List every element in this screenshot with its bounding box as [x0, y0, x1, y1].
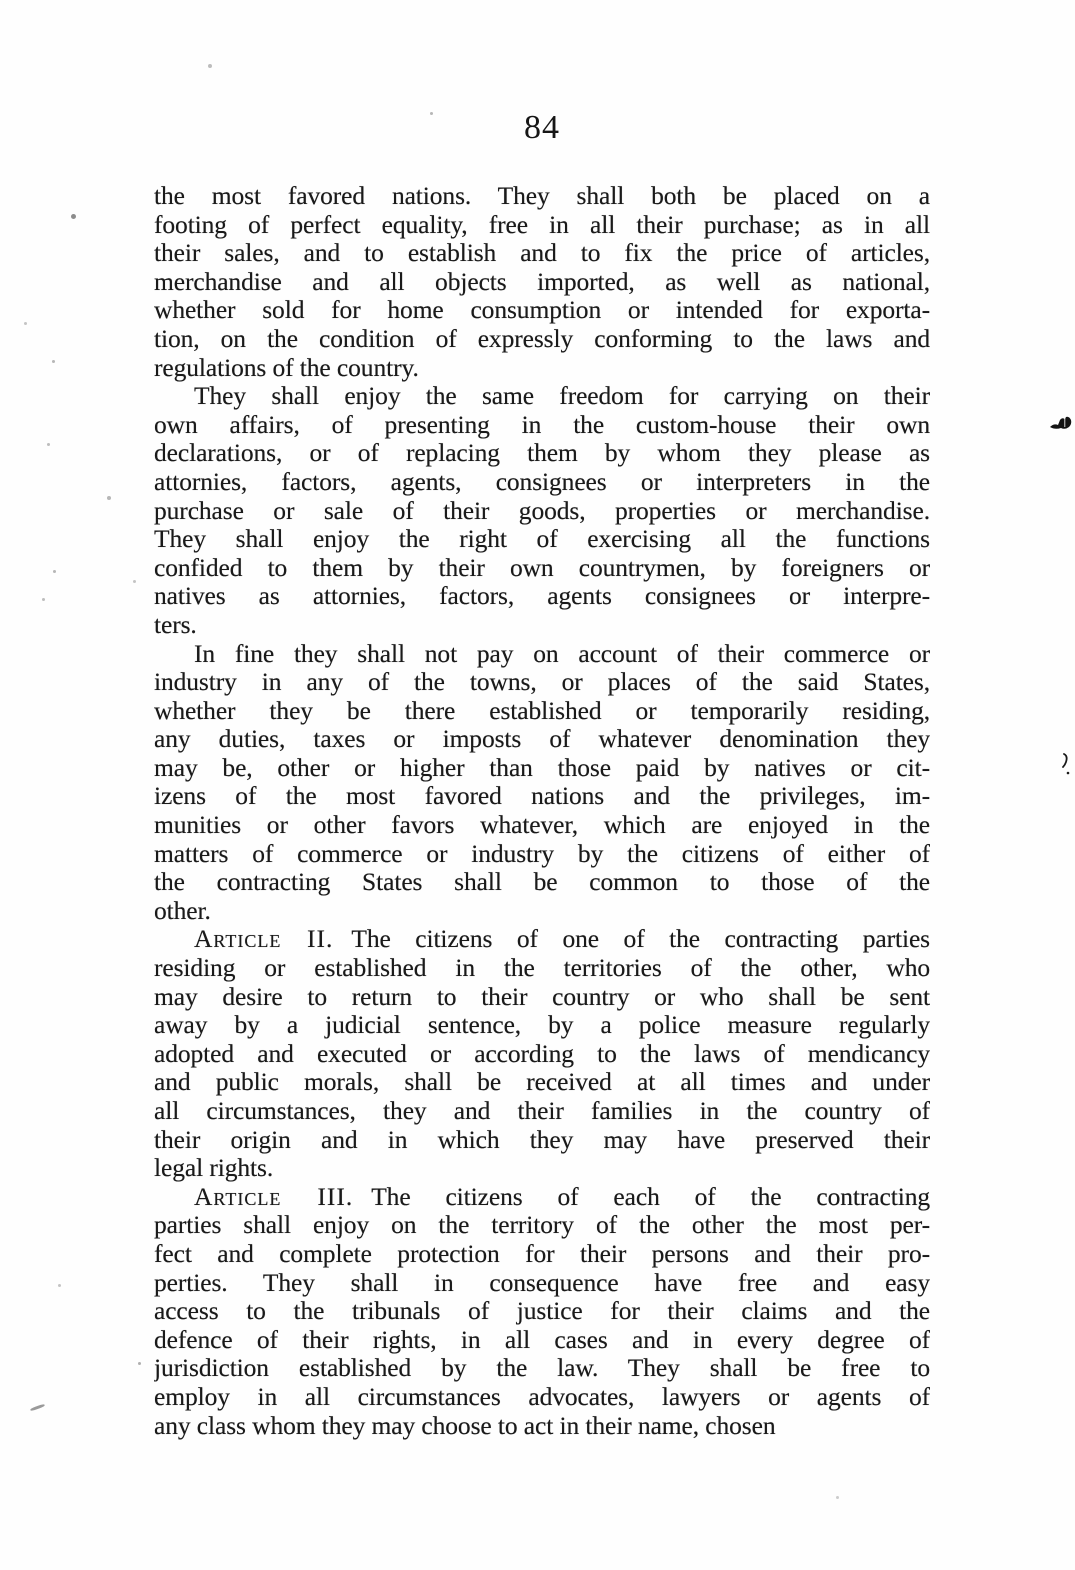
scan-speck	[24, 322, 27, 325]
scan-speck	[47, 443, 50, 446]
ink-blot-mark	[1049, 415, 1073, 438]
scan-speck	[42, 598, 45, 601]
scan-speck	[138, 1362, 141, 1365]
text-line: other.	[154, 896, 211, 925]
text-line: away by a judicial sentence, by a police measure regularly	[154, 1011, 930, 1040]
text-line: purchase or sale of their goods, properties or merchandise.	[154, 496, 930, 525]
scan-speck	[30, 1404, 45, 1412]
text-line: They shall enjoy the right of exercising all the functions	[154, 525, 930, 554]
text-line: any duties, taxes or imposts of whatever denomination they	[154, 725, 930, 754]
text-line: whether they be there established or temporarily residing,	[154, 696, 930, 725]
text-line: the contracting States shall be common to those of the	[154, 868, 930, 897]
text-line: their origin and in which they may have preserved their	[154, 1125, 930, 1154]
text-line: declarations, or of replacing them by whom they please as	[154, 439, 930, 468]
text-line: natives as attornies, factors, agents consignees or interpre-	[154, 582, 930, 611]
text-line: tion, on the condition of expressly conforming to the laws and	[154, 324, 930, 353]
text-line: fect and complete protection for their persons and their pro-	[154, 1239, 930, 1268]
text-line: merchandise and all objects imported, as well as national,	[154, 267, 930, 296]
article-heading: Article II.	[194, 925, 334, 954]
text-line: and public morals, shall be received at all times and under	[154, 1068, 930, 1097]
text-line: their sales, and to establish and to fix the price of articles,	[154, 239, 930, 268]
text-block	[154, 182, 930, 1440]
text-line: confided to them by their own countrymen, by foreigners or	[154, 553, 930, 582]
scan-speck	[208, 64, 212, 68]
article-heading: Article III.	[194, 1182, 354, 1211]
text-line: munities or other favors whatever, which are enjoyed in the	[154, 811, 930, 840]
text-line: industry in any of the towns, or places of the said States,	[154, 668, 930, 697]
text-line	[154, 1183, 930, 1212]
text-line-content: The citizens of each of the contracting	[371, 1182, 930, 1211]
text-line: They shall enjoy the same freedom for carrying on their	[194, 382, 930, 411]
scan-speck	[430, 112, 433, 115]
scan-speck	[836, 1496, 839, 1499]
text-line: legal rights.	[154, 1154, 274, 1183]
text-line: attornies, factors, agents, consignees or interpreters in the	[154, 467, 930, 496]
text-line: regulations of the country.	[154, 353, 419, 382]
text-line: employ in all circumstances advocates, lawyers or agents of	[154, 1382, 930, 1411]
text-line: jurisdiction established by the law. They shall be free to	[154, 1354, 930, 1383]
text-line: footing of perfect equality, free in all their purchase; as in all	[154, 210, 930, 239]
paragraph	[154, 382, 930, 639]
text-line: may be, other or higher than those paid by natives or cit-	[154, 753, 930, 782]
page-number: 84	[524, 109, 560, 146]
text-line: adopted and executed or according to the laws of mendicancy	[154, 1039, 930, 1068]
text-line: izens of the most favored nations and the privileges, im-	[154, 782, 930, 811]
text-line: own affairs, of presenting in the custom-house their own	[154, 410, 930, 439]
text-line: ters.	[154, 610, 197, 639]
scan-speck	[71, 214, 76, 219]
scan-speck	[107, 496, 111, 500]
scan-speck	[53, 570, 56, 573]
scan-speck	[133, 580, 136, 583]
scan-speck	[52, 360, 55, 363]
stray-ink-mark	[1060, 752, 1072, 781]
text-line: defence of their rights, in all cases and in every degree of	[154, 1325, 930, 1354]
text-line: any class whom they may choose to act in their name, chosen	[154, 1411, 776, 1440]
text-line: may desire to return to their country or who shall be sent	[154, 982, 930, 1011]
text-line: whether sold for home consumption or intended for exporta-	[154, 296, 930, 325]
paragraph	[154, 182, 930, 382]
paragraph	[154, 1183, 930, 1440]
text-line: perties. They shall in consequence have free and easy	[154, 1268, 930, 1297]
text-line-content: The citizens of one of the contracting parties	[351, 925, 930, 954]
text-line: In fine they shall not pay on account of their commerce or	[194, 639, 930, 668]
text-line: parties shall enjoy on the territory of the other the most per-	[154, 1211, 930, 1240]
text-line: the most favored nations. They shall both be placed on a	[154, 182, 930, 210]
text-line	[154, 925, 930, 954]
paragraph	[154, 925, 930, 1182]
paragraph	[154, 640, 930, 926]
text-line: matters of commerce or industry by the citizens of either of	[154, 839, 930, 868]
scan-speck	[58, 1284, 61, 1287]
text-line: residing or established in the territories of the other, who	[154, 954, 930, 983]
text-line: all circumstances, they and their families in the country of	[154, 1097, 930, 1125]
text-line: access to the tribunals of justice for their claims and the	[154, 1297, 930, 1326]
